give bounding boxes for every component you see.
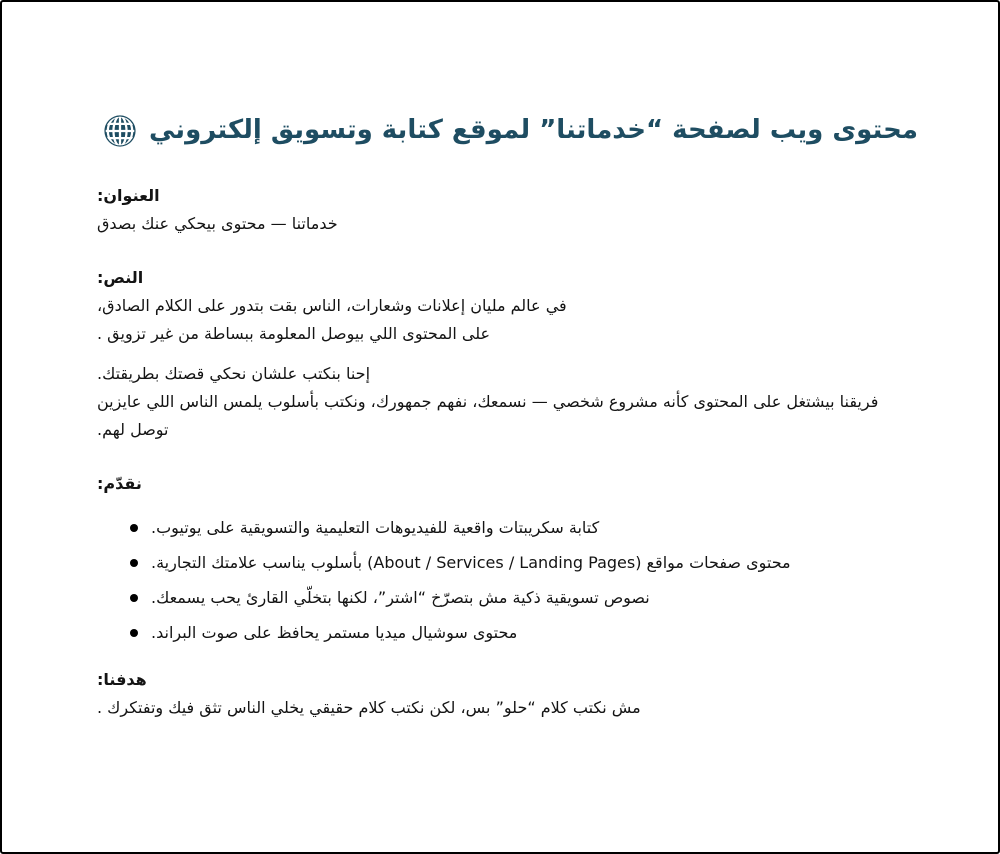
page-title <box>103 114 918 148</box>
heading-nuqaddim: نقدّم: <box>97 474 142 493</box>
globe-icon <box>103 114 137 148</box>
heading-anwan: العنوان: <box>97 186 160 205</box>
heading-hadafna: هدفنا: <box>97 670 147 689</box>
offerings-list <box>97 510 910 650</box>
title-label-line: خدماتنا — محتوى بيحكي عنك بصدق <box>97 214 338 233</box>
goal-line: مش نكتب كلام “حلو” بس، لكن نكتب كلام حقيقي يخلي الناس تثق فيك وتفتكرك . <box>97 698 641 717</box>
list-item <box>97 580 910 615</box>
list-item <box>97 545 910 580</box>
heading-nass: النص: <box>97 268 144 287</box>
section-title-label <box>97 182 910 238</box>
dot-bullet-icon <box>130 629 138 637</box>
body-line-1: في عالم مليان إعلانات وشعارات، الناس بقت بتدور على الكلام الصادق، <box>97 296 567 315</box>
section-offerings <box>97 470 910 650</box>
dot-bullet-icon <box>130 594 138 602</box>
page-title-text: محتوى ويب لصفحة “خدماتنا” لموقع كتابة وتسويق إلكتروني <box>149 115 918 146</box>
body-line-2: على المحتوى اللي بيوصل المعلومة ببساطة من غير تزويق . <box>97 324 491 343</box>
list-item <box>97 615 910 650</box>
dot-bullet-icon <box>130 559 138 567</box>
body-line-3: إحنا بنكتب علشان نحكي قصتك بطريقتك. <box>97 364 371 383</box>
list-item-text: كتابة سكريبتات واقعية للفيديوهات التعليمية والتسويقية على يوتيوب. <box>151 517 600 537</box>
list-item-text: محتوى سوشيال ميديا مستمر يحافظ على صوت البراند. <box>151 622 518 642</box>
section-goal <box>97 666 910 722</box>
list-item-text: نصوص تسويقية ذكية مش بتصرّخ “اشتر”، لكنها بتخلّي القارئ يحب يسمعك. <box>151 587 650 607</box>
list-item <box>97 510 910 545</box>
list-item-text: محتوى صفحات مواقع (About / Services / Landing Pages) بأسلوب يناسب علامتك التجارية. <box>151 552 791 572</box>
body-paragraph: فريقنا بيشتغل على المحتوى كأنه مشروع شخصي — نسمعك، نفهم جمهورك، ونكتب بأسلوب يلمس الناس اللي عايزين توصل لهم. <box>97 392 879 439</box>
dot-bullet-icon <box>130 524 138 532</box>
section-body-text <box>97 264 910 444</box>
